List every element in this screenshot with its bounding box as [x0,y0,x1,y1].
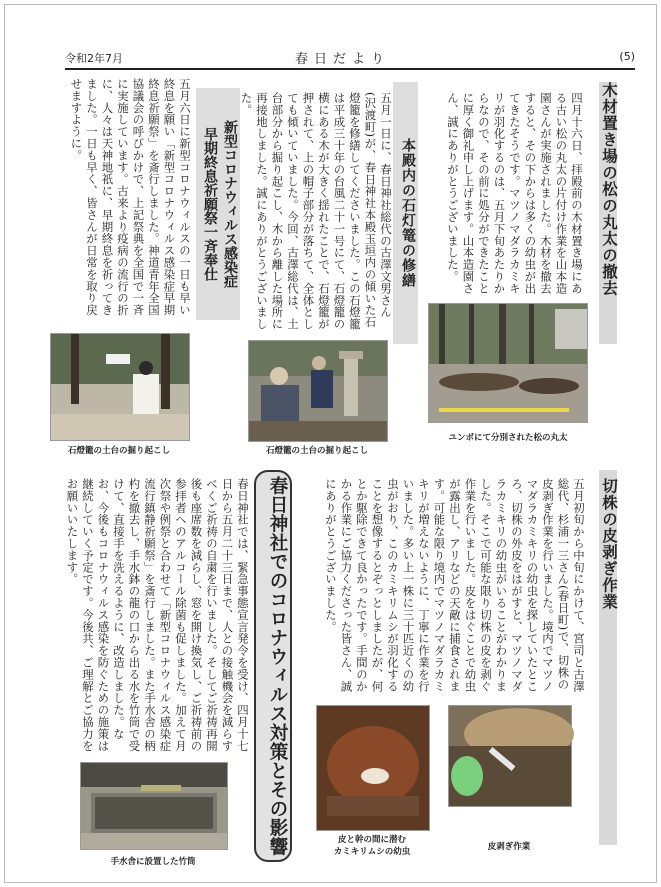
prayer-article-title [196,88,240,320]
bark-article-title: 切株の皮剥ぎ作業 [600,478,618,610]
chozuya-image [81,763,227,849]
prayer-title-line1: 新型コロナウィルス感染症 [222,120,238,288]
larva-photo [316,705,430,831]
newsletter-title: 春日だより [295,52,391,67]
lantern-dig-photo-1 [50,333,190,441]
prayer-article-body: 五月六日に新型コロナウィルスの一日も早い終息を願い「新型コロナウィルス感染症早期終息祈願祭」を斎行しました。神道青年全国協議会の呼びかけで、上記祭典を全国で一斉に実施しています。古来より疫病の流行の折に、人々は天神地祇に、早期終息を祈ってきました。一日も早く、皆さんが日常を取り戻せますように。 [69,78,192,316]
pine-logs-image [429,304,587,422]
pine-article-body: 四月十六日、拝殿前の木材置き場にある古い松の丸太の片付け作業を山本造園さんが実施されました。木材を撤去すると、その下からは多くの幼虫が出てきたそうです。マツノマダラカミキリが羽化するのは、五月下旬あたりからなので、その前に処分ができたことに厚く御礼申し上げます。山本造園さん、誠にありがとうございました。 [446,92,584,295]
bark-stripping-photo [448,705,572,807]
corona-article-body: 春日神社では、緊急事態宣言発令を受け、四月十七日から五月二十三日まで、人との接触機会を減らすべくご祈祷の自粛を行いました。そしてご祈祷再開後も座席数を減らし、窓を開け換気し、ご祈祷前の参拝者へのアルコール除菌も促しました。加えて月次祭や例祭と合わせて「新型コロナウィルス感染症流行鎮静祈願祭」を斎行しました。また手水舎の柄杓を撤去し、手水鉢の龍の口から出る水を竹筒で受けて、直接手を洗えるように、改造しました。なお、今後もコロナウィルス感染を防ぐための施策は継続していく予定です。今後共、ご理解とご協力をお願いいたします。 [65,478,250,752]
larva-image [317,706,429,830]
chozuya-photo [80,762,228,850]
larva-caption-line1: 皮と幹の間に潜む [337,835,406,845]
bark-stripping-caption: 皮剥ぎ作業 [487,842,531,852]
lantern-article-title: 本殿内の石灯篭の修繕 [393,82,418,344]
lantern-dig-photo-2 [248,340,388,442]
lantern-dig-image-2 [249,341,387,441]
lantern-dig-caption-2: 石燈籠の土台の掘り起こし [265,446,368,456]
bark-article-body: 五月初旬から中旬にかけて、宮司と古澤総代、杉浦一三さん(春日町)で、切株の皮剥ぎ作業を行いました。境内でマツノマダラカミキリの幼虫を探していたところ、切株の外皮をはがすと、マツノマダラカミキリの幼虫がいることがわかりました。そこで可能な限り切株の皮を剥ぐ作業を行いました。皮をはぐことで幼虫が露出し、アリなどの天敵に捕食されます。可能な限り境内でマツノマダラカミキリが増えないように、丁寧に作業を行いました。多い上一株に三十匹近くの幼虫がおり、このカミキリムシが羽化することを想像するとぞっとしましたが、何とか駆除できて良かったです。手間のかかる作業にご協力くださった皆さん、誠にありがとうございました。 [324,478,586,693]
prayer-title-line2: 早期終息祈願祭一斉奉仕 [202,127,218,281]
larva-caption-line2: カミキリムシの幼虫 [333,847,411,857]
bark-stripping-image [449,706,571,806]
pine-article-title: 木材置き場の松の丸太の撤去 [600,82,618,297]
pine-logs-photo [428,303,588,423]
lantern-dig-image-1 [51,334,189,440]
chozuya-caption: 手水舎に設置した竹筒 [110,857,196,867]
pine-logs-caption: ユンボにて分別された松の丸太 [448,433,568,443]
lantern-article-body: 五月一日に、春日神社総代の古澤文男さん(沢渡町)が、春日神社本殿玉垣内の傾いた石燈籠を修繕してくださいました。この石燈籠は平成三十年の台風二十一号にて、石燈籠の横にある木が大きく揺れたことで、石燈籠が押されて、上の帽子部分が落ちて、全体としても傾いていました。今回、古澤総代は、土台部分から掘り起こし、木から離した場所に再接地しました。誠にありがとうございました。 [239,92,393,330]
newsletter-header [65,46,635,70]
issue-date: 令和2年7月 [65,52,123,65]
corona-article-title: 春日神社でのコロナウィルス対策とその影響 [254,470,292,862]
larva-caption [312,834,432,858]
page-number: (5) [619,50,635,63]
lantern-dig-caption-1: 石燈籠の土台の掘り起こし [67,446,170,456]
